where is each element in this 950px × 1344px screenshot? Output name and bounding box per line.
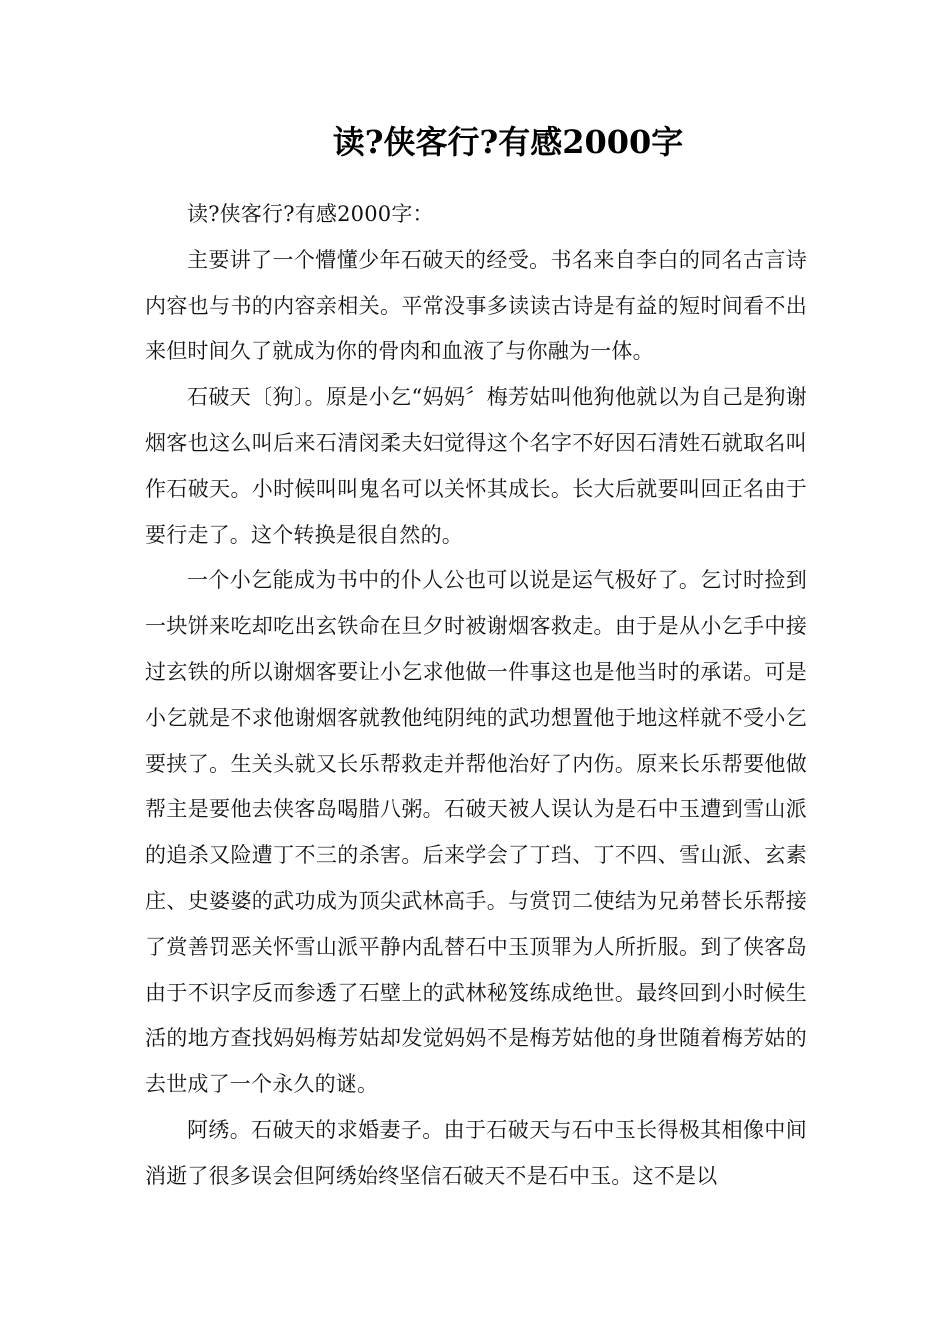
paragraph-summary: 主要讲了一个懵懂少年石破天的经受。书名来自李白的同名古言诗内容也与书的内容亲相关。平常没事多读读古诗是有益的短时间看不出来但时间久了就成为你的骨肉和血液了与你融为一体。 (145, 247, 807, 364)
paragraph-shipotian-name: 石破天〔狗〕。原是小乞“妈妈〞梅芳姑叫他狗他就以为自己是狗谢烟客也这么叫后来石清闵柔夫妇觉得这个名字不好因石清姓石就取名叫作石破天。小时候叫叫鬼名可以关怀其成长。长大后就要叫回正名由于要行走了。这个转换是很自然的。 (145, 385, 807, 547)
document-body (145, 192, 807, 1200)
paragraph-axiu: 阿绣。石破天的求婚妻子。由于石破天与石中玉长得极其相像中间消逝了很多误会但阿绣始终坚信石破天不是石中玉。这不是以 (145, 1117, 807, 1188)
document-title: 读?侠客行?有感2000字 (332, 123, 684, 161)
paragraph-intro: 读?侠客行?有感2000字： (187, 202, 434, 226)
paragraph-story: 一个小乞能成为书中的仆人公也可以说是运气极好了。乞讨时捡到一块饼来吃却吃出玄铁命在旦夕时被谢烟客救走。由于是从小乞手中接过玄铁的所以谢烟客要让小乞求他做一件事这也是他当时的承诺。可是小乞就是不求他谢烟客就教他纯阴纯的武功想置他于地这样就不受小乞要挟了。生关头就又长乐帮救走并帮他治好了内伤。原来长乐帮要他做帮主是要他去侠客岛喝腊八粥。石破天被人误认为是石中玉遭到雪山派的追杀又险遭丁不三的杀害。后来学会了丁珰、丁不四、雪山派、玄素庄、史婆婆的武功成为顶尖武林高手。与赏罚二使结为兄弟替长乐帮接了赏善罚恶关怀雪山派平静内乱替石中玉顶罪为人所折服。到了侠客岛由于不识字反而参透了石壁上的武林秘笈练成绝世。最终回到小时候生活的地方查找妈妈梅芳姑却发觉妈妈不是梅芳姑他的身世随着梅芳姑的去世成了一个永久的谜。 (145, 568, 807, 1097)
